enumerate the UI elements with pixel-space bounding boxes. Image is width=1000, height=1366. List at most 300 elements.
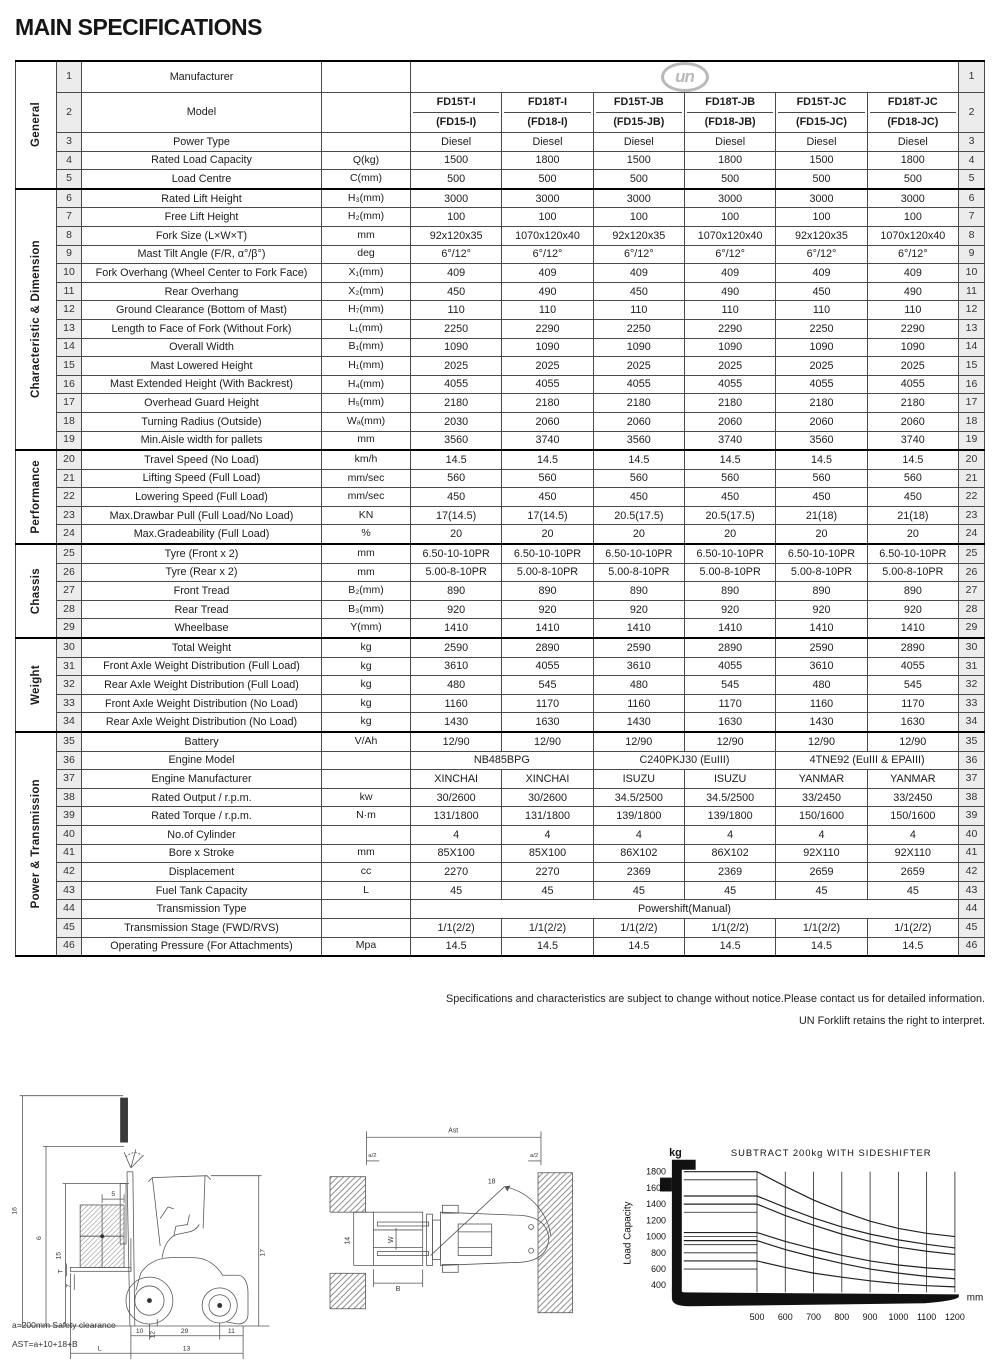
row-number-right: 46 — [959, 937, 985, 956]
category-label: Characteristic & Dimension — [29, 240, 42, 399]
spec-value: 1410 — [411, 619, 502, 638]
spec-value: 4055 — [593, 375, 684, 394]
model-name: FD18T-I — [527, 96, 567, 108]
spec-label: Front Tread — [82, 582, 322, 601]
spec-value: 560 — [684, 469, 775, 488]
spec-value: 2180 — [776, 394, 867, 413]
spec-value: 4055 — [684, 375, 775, 394]
spec-value: 17(14.5) — [411, 506, 502, 525]
spec-value: 1170 — [867, 694, 958, 713]
spec-value: 100 — [411, 208, 502, 227]
spec-value: 45 — [776, 881, 867, 900]
spec-value: 14.5 — [867, 450, 958, 469]
table-row — [16, 770, 985, 789]
spec-value: 560 — [411, 469, 502, 488]
spec-value: 2369 — [684, 863, 775, 882]
dim-label-10: 10 — [135, 1327, 144, 1335]
y-tick-label: 400 — [651, 1280, 666, 1291]
spec-value: 139/1800 — [684, 807, 775, 826]
spec-value: 14.5 — [593, 450, 684, 469]
dim-label-15: 15 — [55, 1251, 63, 1260]
category-label: Weight — [29, 665, 42, 705]
spec-value: 2590 — [593, 638, 684, 657]
y-tick-label: 1400 — [646, 1199, 666, 1210]
spec-value: 3740 — [867, 431, 958, 450]
row-number-left: 2 — [57, 93, 82, 133]
row-number-right: 43 — [959, 881, 985, 900]
spec-value: 6.50-10-10PR — [684, 544, 775, 563]
row-number-left: 42 — [57, 863, 82, 882]
curve-700 — [684, 1261, 955, 1287]
spec-value: 1090 — [867, 338, 958, 357]
spec-label: Fork Overhang (Wheel Center to Fork Face) — [82, 264, 322, 283]
spec-value: 86X102 — [593, 844, 684, 863]
dim-label-b: B — [395, 1286, 401, 1294]
model-cell — [502, 93, 593, 133]
spec-unit: X₁(mm) — [322, 264, 411, 283]
spec-unit: kg — [322, 638, 411, 657]
spec-unit — [322, 918, 411, 937]
spec-value: 2659 — [867, 863, 958, 882]
model-cell — [593, 93, 684, 133]
model-cell — [776, 93, 867, 133]
spec-unit: kg — [322, 713, 411, 732]
row-number-left: 17 — [57, 394, 82, 413]
table-row — [16, 788, 985, 807]
spec-value: 92X110 — [776, 844, 867, 863]
spec-value: 21(18) — [867, 506, 958, 525]
spec-value: 45 — [593, 881, 684, 900]
spec-value: 45 — [502, 881, 593, 900]
spec-value: 3000 — [776, 189, 867, 208]
spec-value: NB485BPG — [411, 751, 594, 770]
spec-value: 85X100 — [502, 844, 593, 863]
spec-value: 2180 — [867, 394, 958, 413]
dim-label-11: 11 — [227, 1327, 235, 1335]
spec-label: Ground Clearance (Bottom of Mast) — [82, 301, 322, 320]
row-number-right: 10 — [959, 264, 985, 283]
category-label: Performance — [29, 460, 42, 534]
spec-value: 2270 — [411, 863, 502, 882]
row-number-right: 34 — [959, 713, 985, 732]
spec-value: 1070x120x40 — [867, 226, 958, 245]
spec-unit: mm — [322, 544, 411, 563]
dim-label-w: W — [388, 1236, 396, 1244]
row-number-right: 9 — [959, 245, 985, 264]
spec-value: 2060 — [867, 412, 958, 431]
row-number-left: 46 — [57, 937, 82, 956]
spec-label: Engine Manufacturer — [82, 770, 322, 789]
dim-label-14: 14 — [344, 1236, 352, 1245]
row-number-right: 36 — [959, 751, 985, 770]
spec-value: 20 — [411, 525, 502, 544]
spec-value: 1/1(2/2) — [776, 918, 867, 937]
spec-unit: mm — [322, 431, 411, 450]
spec-value: 3740 — [684, 431, 775, 450]
spec-label: Power Type — [82, 133, 322, 152]
spec-value: 545 — [684, 676, 775, 695]
model-name: FD18T-JC — [887, 96, 938, 108]
spec-value: XINCHAI — [502, 770, 593, 789]
row-number-left: 7 — [57, 208, 82, 227]
spec-value: 92x120x35 — [776, 226, 867, 245]
table-row — [16, 525, 985, 544]
footer-line-2: UN Forklift retains the right to interpret. — [798, 1015, 985, 1028]
row-number-right: 4 — [959, 151, 985, 170]
spec-value: 20 — [867, 525, 958, 544]
spec-label: Fork Size (L×W×T) — [82, 226, 322, 245]
spec-value: 14.5 — [502, 937, 593, 956]
row-number-left: 11 — [57, 282, 82, 301]
row-number-left: 38 — [57, 788, 82, 807]
spec-label: Free Lift Height — [82, 208, 322, 227]
spec-value: 110 — [776, 301, 867, 320]
spec-value: Diesel — [502, 133, 593, 152]
spec-value: 2659 — [776, 863, 867, 882]
spec-value: 1630 — [684, 713, 775, 732]
spec-value: 3560 — [593, 431, 684, 450]
spec-value: 6°/12° — [776, 245, 867, 264]
spec-unit: mm/sec — [322, 469, 411, 488]
row-number-right: 16 — [959, 375, 985, 394]
spec-value: 4 — [867, 825, 958, 844]
table-row — [16, 431, 985, 450]
table-row — [16, 582, 985, 601]
spec-value: 1090 — [593, 338, 684, 357]
spec-value: 3000 — [684, 189, 775, 208]
row-number-right: 45 — [959, 918, 985, 937]
spec-value: ISUZU — [684, 770, 775, 789]
row-number-right: 35 — [959, 732, 985, 751]
row-number-right: 6 — [959, 189, 985, 208]
row-number-right: 8 — [959, 226, 985, 245]
row-number-right: 13 — [959, 319, 985, 338]
table-row — [16, 713, 985, 732]
spec-value: 3000 — [411, 189, 502, 208]
dim-label-6: 6 — [36, 1236, 44, 1241]
spec-value: 4 — [502, 825, 593, 844]
spec-value: 2025 — [502, 357, 593, 376]
table-row — [16, 170, 985, 189]
row-number-right: 15 — [959, 357, 985, 376]
footer-line-1: Specifications and characteristics are subject to change without notice.Please contact us for detailed information. — [446, 993, 985, 1005]
spec-label: Operating Pressure (For Attachments) — [82, 937, 322, 956]
row-number-left: 14 — [57, 338, 82, 357]
spec-value: 1410 — [867, 619, 958, 638]
table-row — [16, 918, 985, 937]
spec-unit: mm — [322, 844, 411, 863]
spec-label: Front Axle Weight Distribution (No Load) — [82, 694, 322, 713]
table-row — [16, 488, 985, 507]
row-number-right: 20 — [959, 450, 985, 469]
spec-unit: kg — [322, 676, 411, 695]
spec-value: 4 — [593, 825, 684, 844]
row-number-right: 27 — [959, 582, 985, 601]
spec-value: 2180 — [411, 394, 502, 413]
row-number-left: 19 — [57, 431, 82, 450]
spec-label: Engine Model — [82, 751, 322, 770]
spec-value: 409 — [776, 264, 867, 283]
x-tick-label: 600 — [777, 1312, 793, 1323]
spec-value: 1160 — [593, 694, 684, 713]
spec-value: 20 — [593, 525, 684, 544]
y-tick-label: 800 — [651, 1247, 666, 1258]
spec-unit: L₁(mm) — [322, 319, 411, 338]
spec-value: 2290 — [684, 319, 775, 338]
spec-value: 3560 — [776, 431, 867, 450]
chart-title: SUBTRACT 200kg WITH SIDESHIFTER — [730, 1146, 932, 1158]
spec-value: 450 — [411, 488, 502, 507]
spec-label: Total Weight — [82, 638, 322, 657]
dim-label-ast: Ast — [448, 1127, 459, 1135]
spec-unit: mm — [322, 226, 411, 245]
spec-value: 890 — [776, 582, 867, 601]
spec-unit: km/h — [322, 450, 411, 469]
x-tick-label: 1000 — [888, 1312, 909, 1323]
spec-value: 20.5(17.5) — [593, 506, 684, 525]
spec-value: 3610 — [776, 657, 867, 676]
row-number-left: 29 — [57, 619, 82, 638]
spec-value: 110 — [411, 301, 502, 320]
model-cell — [684, 93, 775, 133]
spec-value: 3610 — [411, 657, 502, 676]
spec-value: 480 — [411, 676, 502, 695]
row-number-left: 40 — [57, 825, 82, 844]
y-tick-label: 1200 — [646, 1215, 666, 1226]
spec-value: 500 — [411, 170, 502, 189]
category-label: Chassis — [29, 567, 42, 615]
spec-value: 2590 — [411, 638, 502, 657]
row-number-right: 17 — [959, 394, 985, 413]
spec-value: 4 — [684, 825, 775, 844]
spec-value: C240PKJ30 (EuIII) — [593, 751, 776, 770]
spec-value: Diesel — [593, 133, 684, 152]
row-number-right: 28 — [959, 600, 985, 619]
spec-value: 17(14.5) — [502, 506, 593, 525]
dim-label-L: L — [97, 1345, 102, 1353]
y-tick-label: 1800 — [646, 1166, 666, 1177]
spec-value: 4055 — [411, 375, 502, 394]
spec-unit: H₁(mm) — [322, 357, 411, 376]
table-row — [16, 863, 985, 882]
row-number-right: 26 — [959, 563, 985, 582]
spec-unit — [322, 770, 411, 789]
model-cell — [867, 93, 958, 133]
spec-value: Diesel — [684, 133, 775, 152]
un-logo: un — [661, 62, 709, 92]
spec-unit: H₄(mm) — [322, 375, 411, 394]
spec-value: 14.5 — [776, 937, 867, 956]
spec-value: 2025 — [776, 357, 867, 376]
spec-value: 30/2600 — [411, 788, 502, 807]
spec-value: 33/2450 — [867, 788, 958, 807]
table-row — [16, 825, 985, 844]
spec-value: 14.5 — [776, 450, 867, 469]
spec-value: 2250 — [593, 319, 684, 338]
spec-value: 409 — [502, 264, 593, 283]
spec-label: Overall Width — [82, 338, 322, 357]
spec-value: 20 — [684, 525, 775, 544]
spec-value: 2890 — [502, 638, 593, 657]
table-row — [16, 375, 985, 394]
spec-unit: deg — [322, 245, 411, 264]
dim-label-16: 16 — [11, 1207, 19, 1215]
spec-value: 12/90 — [502, 732, 593, 751]
spec-value: 1090 — [776, 338, 867, 357]
spec-value: 1170 — [684, 694, 775, 713]
category-cell — [16, 189, 57, 450]
spec-value: 6°/12° — [411, 245, 502, 264]
spec-value: 1410 — [776, 619, 867, 638]
spec-value: 490 — [502, 282, 593, 301]
dim-label-5: 5 — [111, 1191, 116, 1199]
spec-label: Max.Gradeability (Full Load) — [82, 525, 322, 544]
model-alt-name: (FD15-JC) — [778, 112, 864, 132]
spec-value: 3740 — [502, 431, 593, 450]
spec-label: Rated Load Capacity — [82, 151, 322, 170]
spec-value: 6°/12° — [502, 245, 593, 264]
specifications-table — [15, 60, 985, 957]
spec-value: 545 — [502, 676, 593, 695]
spec-value: 3000 — [593, 189, 684, 208]
row-number-left: 35 — [57, 732, 82, 751]
spec-label: Lowering Speed (Full Load) — [82, 488, 322, 507]
curve-1400 — [684, 1204, 955, 1254]
row-number-right: 29 — [959, 619, 985, 638]
row-number-right: 23 — [959, 506, 985, 525]
spec-value: 1/1(2/2) — [502, 918, 593, 937]
spec-label: Rear Tread — [82, 600, 322, 619]
row-number-left: 20 — [57, 450, 82, 469]
spec-value: 2180 — [593, 394, 684, 413]
table-row — [16, 189, 985, 208]
spec-value: 30/2600 — [502, 788, 593, 807]
spec-label: Max.Drawbar Pull (Full Load/No Load) — [82, 506, 322, 525]
spec-unit: Mpa — [322, 937, 411, 956]
spec-value: 92x120x35 — [411, 226, 502, 245]
spec-value: 560 — [502, 469, 593, 488]
spec-value: 6.50-10-10PR — [593, 544, 684, 563]
spec-value: 14.5 — [411, 450, 502, 469]
category-cell — [16, 61, 57, 189]
spec-value: 1630 — [867, 713, 958, 732]
chart-grid-and-curves — [684, 1172, 955, 1293]
row-number-left: 44 — [57, 900, 82, 919]
spec-value: 480 — [776, 676, 867, 695]
spec-value: 14.5 — [684, 450, 775, 469]
spec-value: 1410 — [684, 619, 775, 638]
table-row — [16, 412, 985, 431]
row-number-left: 30 — [57, 638, 82, 657]
table-row — [16, 807, 985, 826]
spec-value: 110 — [867, 301, 958, 320]
spec-value: 45 — [867, 881, 958, 900]
row-number-right: 18 — [959, 412, 985, 431]
row-number-right: 3 — [959, 133, 985, 152]
spec-value: 1500 — [593, 151, 684, 170]
row-number-left: 1 — [57, 61, 82, 93]
spec-value: YANMAR — [867, 770, 958, 789]
spec-label: No.of Cylinder — [82, 825, 322, 844]
spec-value: 20 — [776, 525, 867, 544]
spec-value: 100 — [502, 208, 593, 227]
row-number-right: 41 — [959, 844, 985, 863]
row-number-left: 26 — [57, 563, 82, 582]
spec-unit: C(mm) — [322, 170, 411, 189]
row-number-left: 24 — [57, 525, 82, 544]
top-view-dimension-labels — [345, 1127, 538, 1293]
row-number-right: 21 — [959, 469, 985, 488]
spec-value: 4055 — [502, 375, 593, 394]
spec-value: 2250 — [411, 319, 502, 338]
spec-value: 920 — [593, 600, 684, 619]
spec-unit — [322, 133, 411, 152]
spec-value: 1170 — [502, 694, 593, 713]
row-number-right: 14 — [959, 338, 985, 357]
spec-value: 5.00-8-10PR — [411, 563, 502, 582]
row-number-left: 39 — [57, 807, 82, 826]
spec-value: 1410 — [593, 619, 684, 638]
table-row — [16, 319, 985, 338]
row-number-right: 24 — [959, 525, 985, 544]
row-number-right: 32 — [959, 676, 985, 695]
spec-unit: % — [322, 525, 411, 544]
spec-value: 6°/12° — [593, 245, 684, 264]
row-number-left: 37 — [57, 770, 82, 789]
spec-value: 2060 — [593, 412, 684, 431]
top-view-diagram — [322, 1086, 618, 1366]
table-row — [16, 394, 985, 413]
row-number-right: 11 — [959, 282, 985, 301]
spec-value: Diesel — [776, 133, 867, 152]
table-row — [16, 900, 985, 919]
table-row — [16, 657, 985, 676]
spec-value: 86X102 — [684, 844, 775, 863]
spec-value: 20.5(17.5) — [684, 506, 775, 525]
spec-label: Transmission Type — [82, 900, 322, 919]
spec-value: 6.50-10-10PR — [776, 544, 867, 563]
spec-value: 14.5 — [684, 937, 775, 956]
spec-value: 6.50-10-10PR — [867, 544, 958, 563]
spec-value: 1/1(2/2) — [593, 918, 684, 937]
spec-label: Model — [82, 93, 322, 133]
spec-label: Mast Tilt Angle (F/R, α°/β°) — [82, 245, 322, 264]
spec-label: Length to Face of Fork (Without Fork) — [82, 319, 322, 338]
dim-label-12: 12 — [149, 1330, 157, 1339]
row-number-left: 16 — [57, 375, 82, 394]
spec-value: 1/1(2/2) — [411, 918, 502, 937]
spec-value: 34.5/2500 — [684, 788, 775, 807]
row-number-left: 15 — [57, 357, 82, 376]
spec-value: Diesel — [411, 133, 502, 152]
spec-value: 920 — [502, 600, 593, 619]
spec-unit: H₅(mm) — [322, 394, 411, 413]
row-number-left: 23 — [57, 506, 82, 525]
spec-unit: KN — [322, 506, 411, 525]
row-number-left: 36 — [57, 751, 82, 770]
row-number-right: 22 — [959, 488, 985, 507]
spec-value: 1800 — [684, 151, 775, 170]
spec-value: 5.00-8-10PR — [684, 563, 775, 582]
row-number-left: 31 — [57, 657, 82, 676]
spec-value: 450 — [593, 282, 684, 301]
spec-value: 2025 — [684, 357, 775, 376]
row-number-left: 41 — [57, 844, 82, 863]
spec-value: 14.5 — [411, 937, 502, 956]
spec-value: 4055 — [867, 657, 958, 676]
spec-value: 4 — [411, 825, 502, 844]
spec-value: 890 — [411, 582, 502, 601]
